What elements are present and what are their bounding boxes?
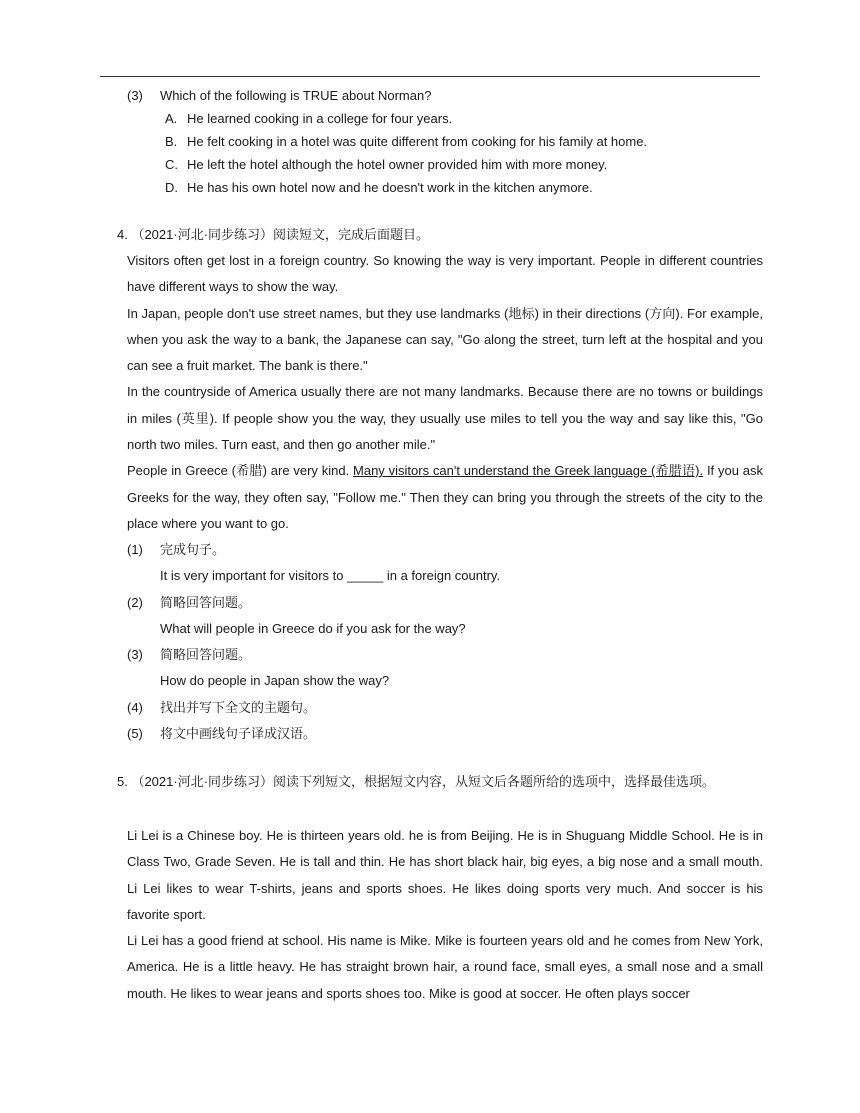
q5-header: 5. （2021·河北·同步练习）阅读下列短文，根据短文内容，从短文后各题所给的选项中，选择最佳选项。	[117, 774, 716, 789]
sub-instruction: 简略回答问题。	[160, 594, 252, 610]
q4-passage	[127, 248, 763, 537]
q3-number: (3)	[127, 88, 143, 103]
passage-paragraph: In Japan, people don't use street names, but they use landmarks (地标) in their directions (方向). For example, when you ask the way to a bank, the Japanese can say, "Go along the street, turn left at the hospital and you can see a fruit market. The bank is there."	[127, 305, 763, 374]
sub-question-2-detail: What will people in Greece do if you ask for the way?	[160, 620, 466, 636]
sub-instruction: 找出并写下全文的主题句。	[160, 699, 317, 715]
sub-question-5	[127, 721, 767, 747]
sub-question-2	[127, 590, 767, 616]
sub-number: (2)	[127, 594, 143, 610]
option-text: He felt cooking in a hotel was quite different from cooking for his family at home.	[187, 134, 648, 149]
passage-text: People in Greece (希腊) are very kind.	[127, 463, 354, 479]
q3-options	[165, 107, 647, 199]
sub-instruction: 简略回答问题。	[160, 647, 252, 663]
sub-question-3	[127, 642, 767, 668]
q5-passage	[127, 823, 763, 1007]
q4-sub-questions	[127, 537, 767, 747]
passage-paragraph: In the countryside of America usually there are not many landmarks. Because there are no towns or buildings in miles (英里). If people show you the way, they usually use miles to tell you the way and say like this, "Go north two miles. Turn east, and then go another mile."	[127, 384, 763, 453]
option-label: B.	[165, 134, 178, 149]
sub-question-3-detail: How do people in Japan show the way?	[160, 673, 390, 689]
q3-question-text: Which of the following is TRUE about Norman?	[160, 88, 432, 103]
sub-question-1	[127, 537, 767, 563]
underlined-sentence: Many visitors can't understand the Greek language (希腊语).	[353, 463, 704, 479]
option-label: A.	[165, 111, 178, 126]
sub-number: (3)	[127, 647, 143, 663]
q3-question	[127, 85, 767, 107]
option-label: C.	[165, 157, 178, 172]
q4-header: 4. （2021·河北·同步练习）阅读短文，完成后面题目。	[117, 227, 430, 242]
sub-instruction: 将文中画线句子译成汉语。	[160, 726, 317, 742]
sub-question-1-detail: It is very important for visitors to _____ in a foreign country.	[160, 568, 501, 584]
passage-paragraph: Visitors often get lost in a foreign country. So knowing the way is very important. People in different countries have different ways to show the way.	[127, 253, 763, 295]
passage-paragraph: Li Lei is a Chinese boy. He is thirteen years old. he is from Beijing. He is in Shuguang Middle School. He is in Class Two, Grade Seven. He is tall and thin. He has short black hair, big eyes, a big nose and a small mouth. Li Lei likes to wear T-shirts, jeans and sports shoes. He likes doing sports very much. And soccer is his favorite sport.	[127, 828, 763, 922]
passage-paragraph: Li Lei has a good friend at school. His name is Mike. Mike is fourteen years old and he comes from New York, America. He is a little heavy. He has straight brown hair, a round face, small eyes, a small nose and a small mouth. He likes to wear jeans and sports shoes too. Mike is good at soccer. He often plays soccer	[127, 933, 763, 1001]
option-b[interactable]	[165, 130, 647, 153]
header-rule	[100, 76, 760, 77]
sub-number: (4)	[127, 699, 143, 715]
option-c[interactable]	[165, 153, 647, 176]
option-a[interactable]	[165, 107, 647, 130]
option-text: He has his own hotel now and he doesn't work in the kitchen anymore.	[187, 180, 593, 195]
option-label: D.	[165, 180, 178, 195]
sub-number: (5)	[127, 726, 143, 742]
sub-question-4	[127, 695, 767, 721]
sub-instruction: 完成句子。	[160, 542, 226, 557]
option-text: He left the hotel although the hotel owner provided him with more money.	[187, 157, 608, 172]
option-d[interactable]	[165, 176, 647, 199]
option-text: He learned cooking in a college for four years.	[187, 111, 453, 126]
passage-text: If you ask Greeks for the way, they often say, "Follow me." Then they can bring you through the streets of the city to the place where you want to go.	[127, 463, 763, 531]
passage-paragraph	[127, 458, 763, 537]
sub-number: (1)	[127, 542, 143, 557]
